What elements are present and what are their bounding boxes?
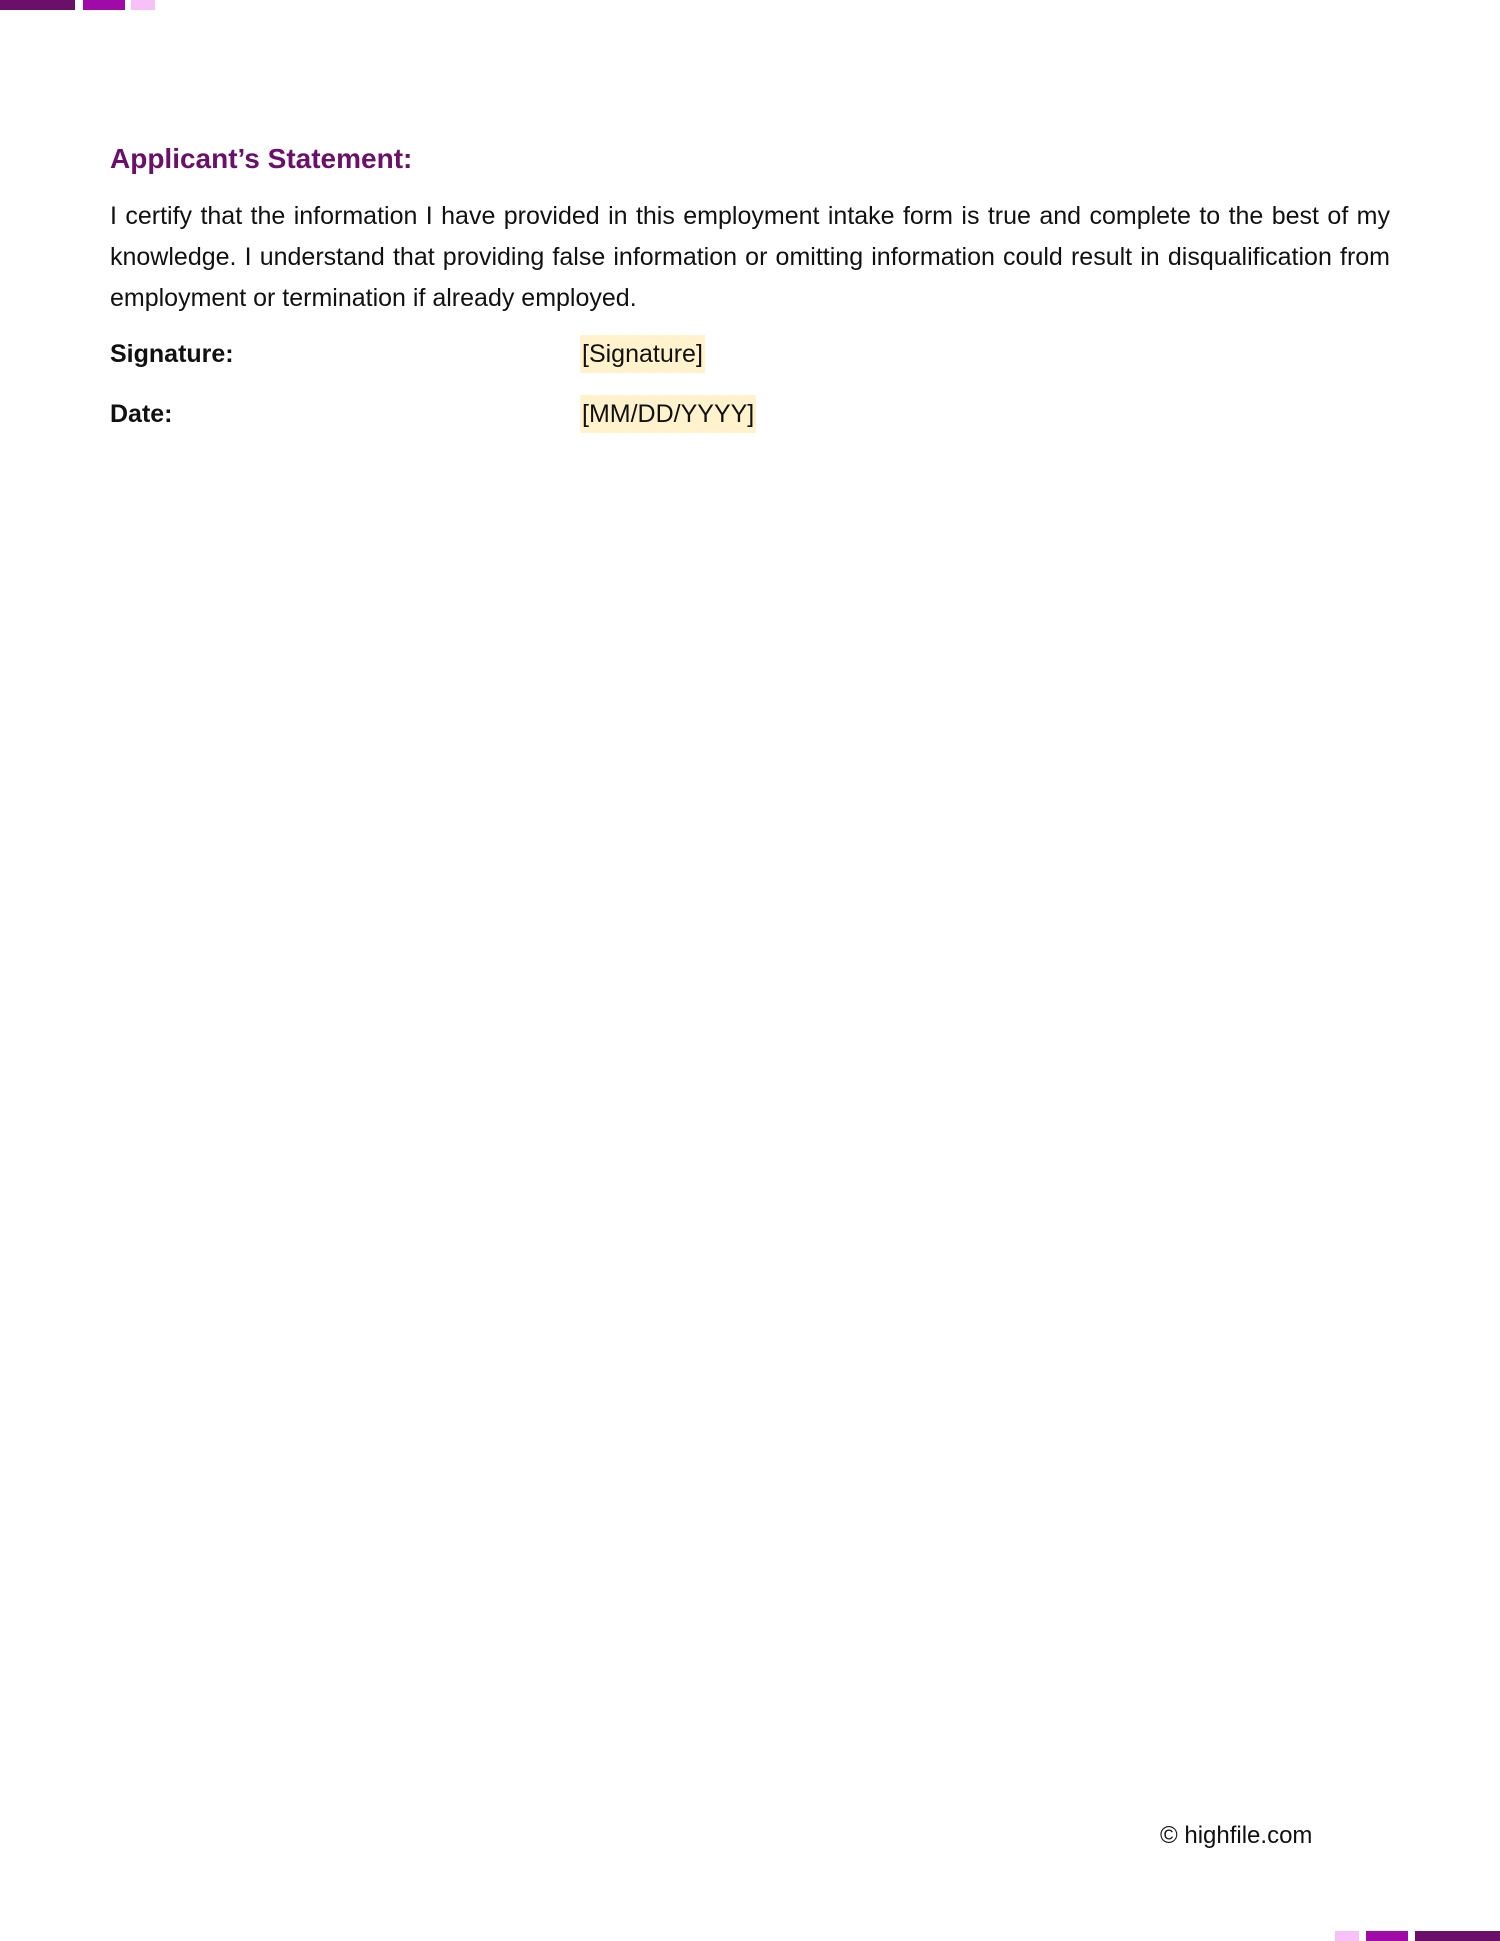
section-heading: Applicant’s Statement: <box>110 143 413 174</box>
top-accent-bar-dark <box>0 0 75 10</box>
signature-row <box>110 333 1390 377</box>
top-accent-bar-light <box>131 0 155 10</box>
bottom-accent-bar-dark <box>1415 1931 1500 1941</box>
applicant-statement-section <box>110 138 1390 437</box>
date-row <box>110 393 1390 437</box>
date-label: Date: <box>110 400 173 428</box>
bottom-accent-bar-light <box>1335 1931 1359 1941</box>
signature-field[interactable]: [Signature] <box>580 335 705 373</box>
signature-label: Signature: <box>110 340 234 368</box>
bottom-accent-bar-mid <box>1366 1931 1408 1941</box>
top-accent-bar-mid <box>83 0 125 10</box>
statement-paragraph: I certify that the information I have provided in this employment intake form is true and complete to the best of my knowledge. I understand that providing false information or omitting information could result in disqualification from employment or termination if already employed. <box>110 202 1390 312</box>
footer-copyright: © highfile.com <box>1160 1822 1313 1849</box>
date-field[interactable]: [MM/DD/YYYY] <box>580 395 756 433</box>
